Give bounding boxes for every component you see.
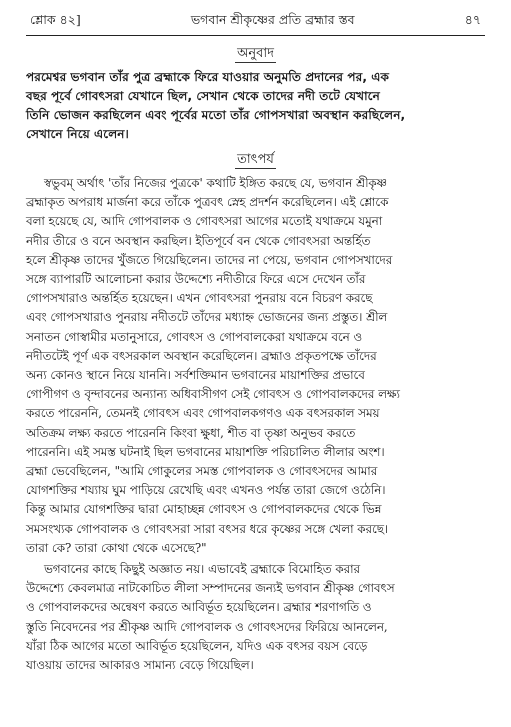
purport-line: বলা হয়েছে যে, আদি গোপবালক ও গোবৎসরা আগের মতোই যথাক্রমে যমুনা xyxy=(26,214,383,229)
page-number: ৪৭ xyxy=(464,12,481,27)
translation-heading: অনুবাদ xyxy=(237,46,274,61)
purport-text xyxy=(26,174,485,675)
translation-line: বছর পূর্বে গোবৎসরা যেখানে ছিল, সেখান থেকে তাদের নদী তটে যেখানে xyxy=(26,89,380,103)
purport-line: ও গোপবালকদের অন্বেষণ করতে আবির্ভূত হয়েছিলেন। ব্রহ্মার শরণাগতি ও xyxy=(26,600,372,615)
page-header xyxy=(26,12,485,35)
translation-line: সেখানে নিয়ে এলেন। xyxy=(26,127,129,141)
purport-line: হলে শ্রীকৃষ্ণ তাদের খুঁজতে গিয়েছিলেন। তাদের না পেয়ে, ভগবান গোপসখাদের xyxy=(26,252,393,267)
purport-line: উদ্দেশ্যে কেবলমাত্র নাটকোচিত লীলা সম্পাদনের জন্যই ভগবান শ্রীকৃষ্ণ গোবৎস xyxy=(26,581,395,596)
purport-line: যাওয়ায় তাদের আকারও সামান্য বেড়ে গিয়েছিল। xyxy=(26,658,254,673)
purport-line: গোপীগণ ও বৃন্দাবনের অন্যান্য অধিবাসীগণ সেই গোবৎস ও গোপবালকদের লক্ষ্য xyxy=(26,387,400,402)
translation-line: পরমেশ্বর ভগবান তাঁর পুত্র ব্রহ্মাকে ফিরে যাওয়ার অনুমতি প্রদানের পর, এক xyxy=(26,70,390,84)
purport-line: নদীর তীরে ও বনে অবস্থান করছিল। ইতিপূর্বে বন থেকে গোবৎসরা অন্তর্হিত xyxy=(26,233,371,248)
purport-line: কিন্তু আমার যোগশক্তির দ্বারা মোহাচ্ছন্ন গোবৎস ও গোপবালকদের থেকে ভিন্ন xyxy=(26,502,382,517)
purport-line: সঙ্গে ব্যাপারটি আলোচনা করার উদ্দেশ্যে নদীতীরে ফিরে এসে দেখেন তাঁর xyxy=(26,272,366,287)
purport-line: সনাতন গোস্বামীর মতানুসারে, গোবৎস ও গোপবালকেরা যথাক্রমে বনে ও xyxy=(26,329,363,344)
chapter-title: ভগবান শ্রীকৃষ্ণের প্রতি ব্রহ্মার স্তব xyxy=(190,12,355,27)
purport-line: যোগশক্তির শয্যায় ঘুম পাড়িয়ে রেখেছি এবং এখনও পর্যন্ত তারা জেগে ওঠেনি। xyxy=(26,483,386,498)
purport-line: গোপসখারাও অন্তর্হিত হয়েছেন। এখন গোবৎসরা পুনরায় বনে বিচরণ করছে xyxy=(26,291,373,306)
purport-line: যাঁরা ঠিক আগের মতো আবির্ভূত হয়েছিলেন, যদিও এক বৎসর বয়স বেড়ে xyxy=(26,638,368,653)
purport-line: ভগবানের কাছে কিছুই অজ্ঞাত নয়। এভাবেই ব্রহ্মাকে বিমোহিত করার xyxy=(44,562,360,577)
purport-line: অতিক্রম লক্ষ্য করতে পারেননি কিংবা ক্ষুধা, শীত বা তৃষ্ণা অনুভব করতে xyxy=(26,425,356,440)
purport-line: স্বভুবম্ অর্থাৎ 'তাঁর নিজের পুত্রকে' কথাটি ইঙ্গিত করছে যে, ভগবান শ্রীকৃষ্ণ xyxy=(44,176,387,190)
purport-line: নদীতটেই পূর্ণ এক বৎসরকাল অবস্থান করেছিলেন। ব্রহ্মাও প্রকৃতপক্ষে তাঁদের xyxy=(26,348,377,363)
verse-reference: শ্লোক ৪২] xyxy=(30,12,81,27)
translation-text xyxy=(26,68,485,144)
purport-line: স্তুতি নিবেদনের পর শ্রীকৃষ্ণ আদি গোপবালক ও গোবৎসদের ফিরিয়ে আনলেন, xyxy=(26,619,388,634)
purport-line: করতে পারেননি, তেমনই গোবৎস এবং গোপবালকগণও এক বৎসরকাল সময় xyxy=(26,406,380,421)
purport-line: ব্রহ্মা ভেবেছিলেন, "আমি গোকুলের সমস্ত গোপবালক ও গোবৎসদের আমার xyxy=(26,464,378,479)
purport-line: এবং গোপসখারাও পুনরায় নদীতটে তাঁদের মধ্যাহ্ন ভোজনের জন্য প্রস্তুত। শ্রীল xyxy=(26,310,388,325)
purport-line: সমসংখ্যক গোপবালক ও গোবৎসরা সারা বৎসর ধরে কৃষ্ণের সঙ্গে খেলা করছে। xyxy=(26,521,389,536)
header-rule xyxy=(26,35,485,36)
purport-line: পারেননি। এই সমস্ত ঘটনাই ছিল ভগবানের মায়াশক্তি পরিচালিত লীলার অংশ। xyxy=(26,444,385,459)
purport-line: অন্য কোনও স্থানে নিয়ে যাননি। সর্বশক্তিমান ভগবানের মায়াশক্তির প্রভাবে xyxy=(26,368,365,383)
purport-line: তারা কে? তারা কোথা থেকে এসেছে?" xyxy=(26,540,207,555)
purport-line: ব্রহ্মাকৃত অপরাধ মার্জনা করে তাঁকে পুত্রবৎ স্নেহ প্রদর্শন করেছিলেন। এই শ্লোকে xyxy=(26,195,389,210)
translation-line: তিনি ভোজন করছিলেন এবং পূর্বের মতো তাঁর গোপসখারা অবস্থান করছিলেন, xyxy=(26,108,406,122)
purport-heading: তাৎপর্য xyxy=(237,152,274,167)
